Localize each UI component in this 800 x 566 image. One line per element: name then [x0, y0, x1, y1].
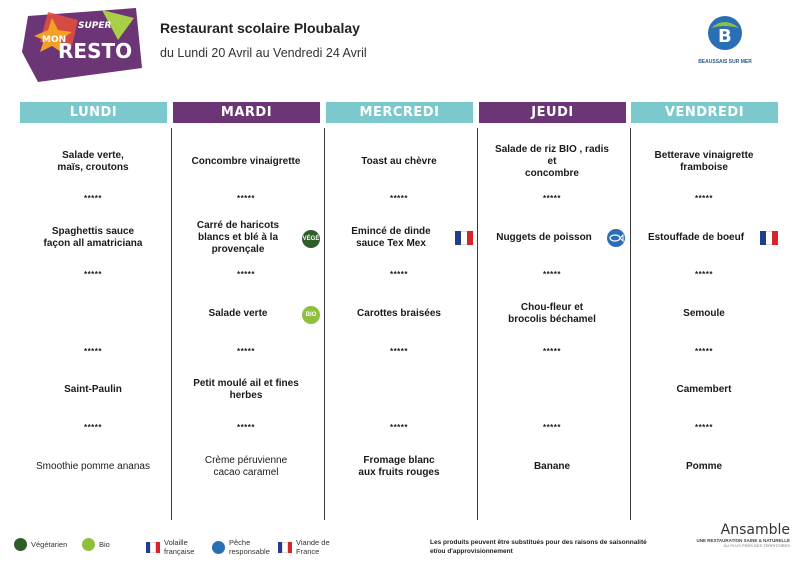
menu-item-lundi	[18, 449, 168, 485]
menu-item-text: Salade verte, maïs, croutons	[57, 150, 129, 173]
menu-item-jeudi	[469, 220, 619, 256]
logo-super: SUPER	[78, 21, 112, 31]
fish-icon	[212, 541, 225, 554]
substitution-note: Les produits peuvent être substitués pour des raisons de saisonnalité et/ou d'approvisionnement	[430, 539, 647, 555]
legend-viande-label: Viande de France	[296, 538, 330, 556]
menu-item-text: Emincé de dinde sauce Tex Mex	[351, 226, 431, 249]
day-header-jeudi: JEUDI	[479, 102, 626, 123]
course-separator: *****	[389, 270, 409, 279]
menu-item-text: Fromage blanc aux fruits rouges	[358, 455, 440, 478]
course-separator: *****	[542, 194, 562, 203]
menu-item-text: Semoule	[683, 308, 725, 319]
menu-item-text: Concombre vinaigrette	[191, 156, 301, 167]
course-separator: *****	[389, 194, 409, 203]
menu-item-vendredi	[629, 144, 779, 180]
commune-name: BEAUSSAIS SUR MER	[698, 59, 752, 65]
logo-resto: RESTO	[58, 39, 133, 63]
course-separator: *****	[83, 270, 103, 279]
day-header-mercredi: MERCREDI	[326, 102, 473, 123]
day-header-mardi: MARDI	[173, 102, 320, 123]
menu-item-vendredi	[629, 449, 779, 485]
menu-item-text: Crème péruvienne cacao caramel	[204, 455, 288, 478]
menu-item-mardi	[171, 372, 321, 408]
menu-item-lundi	[18, 144, 168, 180]
french-flag-icon	[455, 231, 473, 245]
menu-item-mardi	[163, 220, 313, 256]
menu-item-jeudi	[477, 144, 627, 180]
vegetarian-icon	[14, 538, 27, 551]
menu-item-mercredi	[324, 372, 474, 408]
french-flag-icon	[146, 542, 160, 553]
date-range: du Lundi 20 Avril au Vendredi 24 Avril	[160, 46, 367, 60]
legend-vegetarian-label: Végétarien	[31, 540, 68, 549]
menu-item-vendredi	[629, 296, 779, 332]
legend-bio	[82, 538, 110, 551]
menu-item-text: Salade verte	[208, 308, 268, 319]
course-separator: *****	[694, 347, 714, 356]
legend-peche-label: Pêche responsable	[229, 538, 270, 556]
menu-item-mardi	[171, 144, 321, 180]
menu-item-text: Carré de haricots blancs et blé à la provençale	[196, 220, 280, 255]
menu-item-text: Nuggets de poisson	[496, 232, 592, 243]
beaussais-logo-icon	[705, 14, 745, 52]
bio-badge-icon: BIO	[302, 306, 320, 324]
menu-item-mercredi	[324, 144, 474, 180]
menu-item-jeudi	[477, 449, 627, 485]
course-separator: *****	[694, 194, 714, 203]
course-separator: *****	[694, 423, 714, 432]
legend-bio-label: Bio	[99, 540, 110, 549]
course-separator: *****	[694, 270, 714, 279]
company-tagline: UNE RESTAURATION SAINE & NATURELLE	[696, 538, 790, 543]
menu-item-jeudi	[477, 296, 627, 332]
mon-super-resto-logo	[18, 6, 146, 84]
menu-item-text: Spaghettis sauce façon all amatriciana	[43, 226, 143, 249]
course-separator: *****	[83, 423, 103, 432]
menu-item-text: Carottes braisées	[357, 308, 441, 319]
menu-item-text: Estouffade de boeuf	[647, 232, 745, 243]
french-flag-icon	[278, 542, 292, 553]
menu-item-jeudi	[477, 372, 627, 408]
legend-vegetarian	[14, 538, 67, 551]
course-separator: *****	[83, 347, 103, 356]
menu-item-text: Salade de riz BIO , radis et concombre	[495, 144, 609, 179]
menu-item-lundi	[18, 296, 168, 332]
menu-item-text: Smoothie pomme ananas	[36, 461, 150, 472]
menu-item-text: Chou-fleur et brocolis béchamel	[508, 302, 596, 325]
course-separator: *****	[236, 194, 256, 203]
legend-volaille	[146, 538, 194, 556]
menu-item-text: Pomme	[685, 461, 723, 472]
menu-item-text: Toast au chèvre	[361, 156, 437, 167]
course-separator: *****	[542, 347, 562, 356]
menu-item-mercredi	[316, 220, 466, 256]
course-separator: *****	[389, 347, 409, 356]
svg-text:B: B	[718, 26, 732, 47]
vegetarian-badge-icon: VÉGÉ	[302, 230, 320, 248]
day-header-lundi: LUNDI	[20, 102, 167, 123]
menu-item-text: Petit moulé ail et fines herbes	[193, 378, 299, 401]
course-separator: *****	[83, 194, 103, 203]
ansamble-logo	[695, 522, 790, 548]
course-separator: *****	[236, 423, 256, 432]
menu-item-text: Saint-Paulin	[64, 384, 122, 395]
menu-item-mardi	[163, 296, 313, 332]
course-separator: *****	[389, 423, 409, 432]
commune-logo	[690, 14, 760, 70]
page-title: Restaurant scolaire Ploubalay	[160, 20, 360, 36]
company-subtitle: AU PLUS PRÈS DES TERRITOIRES	[723, 543, 790, 548]
menu-item-mercredi	[324, 296, 474, 332]
logo-mon: MON	[42, 35, 67, 45]
menu-item-text: Betterave vinaigrette framboise	[654, 150, 754, 173]
menu-item-vendredi	[629, 372, 779, 408]
course-separator: *****	[236, 270, 256, 279]
day-header-vendredi: VENDREDI	[631, 102, 778, 123]
fish-responsible-icon	[607, 229, 625, 247]
course-separator: *****	[542, 423, 562, 432]
company-name: Ansamble	[720, 522, 790, 538]
legend-volaille-label: Volaille française	[164, 538, 195, 556]
menu-item-text: Banane	[533, 461, 571, 472]
legend-viande	[278, 538, 330, 556]
menu-item-mercredi	[324, 449, 474, 485]
legend-peche	[212, 538, 270, 556]
menu-item-mardi	[171, 449, 321, 485]
menu-item-vendredi	[621, 220, 771, 256]
menu-item-lundi	[18, 372, 168, 408]
menu-item-lundi	[18, 220, 168, 256]
course-separator: *****	[542, 270, 562, 279]
bio-icon	[82, 538, 95, 551]
menu-item-text: Camembert	[676, 384, 732, 395]
course-separator: *****	[236, 347, 256, 356]
french-flag-icon	[760, 231, 778, 245]
